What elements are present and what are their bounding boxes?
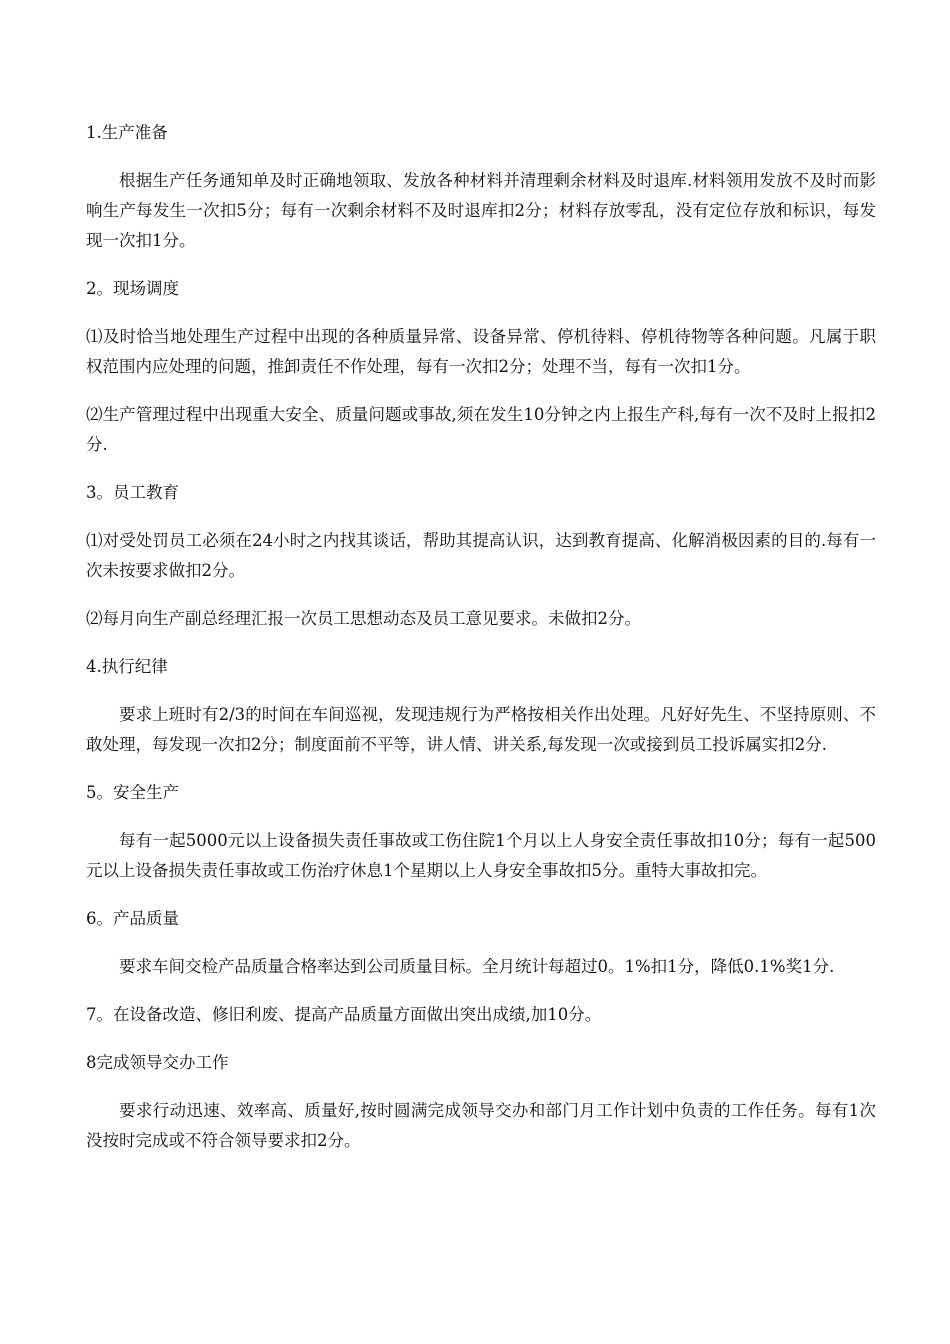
section-paragraph-accidents: 每有一起5000元以上设备损失责任事故或工伤住院1个月以上人身安全责任事故扣10分；每有一起500元以上设备损失责任事故或工伤治疗休息1个星期以上人身安全事故扣5分。重特大事故扣完。 bbox=[86, 831, 876, 880]
section-heading-production-prep: 1.生产准备 bbox=[86, 123, 168, 142]
section-paragraph-exceptions: ⑴及时恰当地处理生产过程中出现的各种质量异常、设备异常、停机待料、停机待物等各种问题。凡属于职权范围内应处理的问题，推卸责任不作处理，每有一次扣2分；处理不当，每有一次扣1分。 bbox=[86, 327, 876, 376]
section-paragraph-pass-rate: 要求车间交检产品质量合格率达到公司质量目标。全月统计每超过0。1%扣1分，降低0.1%奖1分. bbox=[119, 957, 835, 976]
section-heading-discipline: 4.执行纪律 bbox=[86, 657, 168, 676]
section-heading-safety: 5。安全生产 bbox=[86, 783, 179, 802]
section-heading-scheduling: 2。现场调度 bbox=[86, 279, 179, 298]
document-page bbox=[86, 118, 876, 1174]
section-paragraph-patrol: 要求上班时有2/3的时间在车间巡视，发现违规行为严格按相关作出处理。凡好好先生、不坚持原则、不敢处理，每发现一次扣2分；制度面前不平等，讲人情、讲关系,每发现一次或接到员工投诉属实扣2分. bbox=[86, 705, 876, 754]
section-paragraph-tasks: 要求行动迅速、效率高、质量好,按时圆满完成领导交办和部门月工作计划中负责的工作任务。每有1次没按时完成或不符合领导要求扣2分。 bbox=[86, 1101, 876, 1150]
section-heading-staff-education: 3。员工教育 bbox=[86, 483, 179, 502]
section-paragraph-incident-report: ⑵生产管理过程中出现重大安全、质量问题或事故,须在发生10分钟之内上报生产科,每有一次不及时上报扣2分. bbox=[86, 405, 876, 454]
section-heading-improvement: 7。在设备改造、修旧利废、提高产品质量方面做出突出成绩,加10分。 bbox=[86, 1005, 602, 1024]
section-paragraph-talk: ⑴对受处罚员工必须在24小时之内找其谈话，帮助其提高认识，达到教育提高、化解消极因素的目的.每有一次未按要求做扣2分。 bbox=[86, 531, 876, 580]
section-heading-assigned-work: 8完成领导交办工作 bbox=[86, 1053, 229, 1072]
section-heading-quality: 6。产品质量 bbox=[86, 909, 179, 928]
section-paragraph-material: 根据生产任务通知单及时正确地领取、发放各种材料并清理剩余材料及时退库.材料领用发放不及时而影响生产每发生一次扣5分；每有一次剩余材料不及时退库扣2分；材料存放零乱，没有定位存放和标识，每发现一次扣1分。 bbox=[86, 171, 876, 250]
section-paragraph-monthly-report: ⑵每月向生产副总经理汇报一次员工思想动态及员工意见要求。未做扣2分。 bbox=[86, 609, 641, 628]
